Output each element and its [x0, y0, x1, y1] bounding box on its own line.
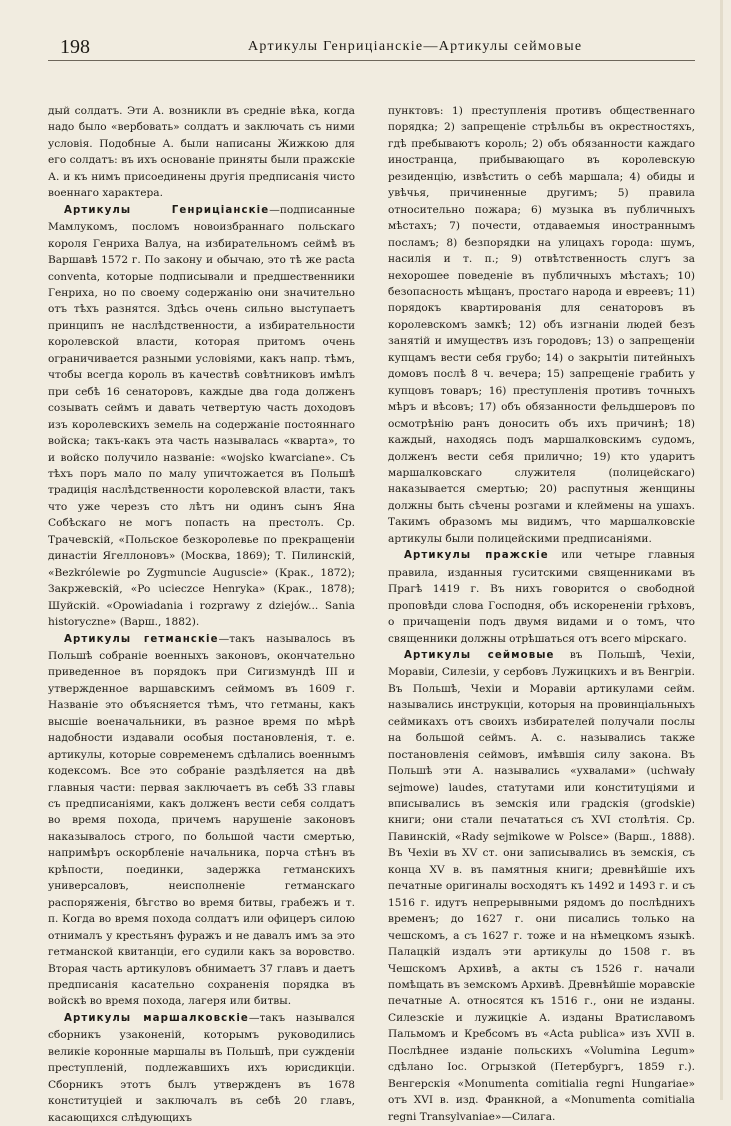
entry-heading: Артикулы гетманскіе [64, 633, 219, 645]
entry-prazhskie [388, 547, 695, 647]
page-number: 198 [60, 36, 90, 58]
entry-text: —подписанные Мамлукомъ, посломъ новоизбраннаго польскаго короля Генриха Валуа, на избирательномъ сеймѣ въ Варшавѣ 1572 г. По закону и обычаю, это тѣ же pacta conventa, которые подписывали и предшественники Генриха, но по своему содержанію они значительно отъ тѣхъ разнятся. Здѣсь очень сильно выступаетъ принципъ не наслѣдственности, а избирательности королевской власти, которая притомъ очень ограничивается разными условіями, какъ напр. тѣмъ, чтобы всегда король въ качествѣ совѣтниковъ имѣлъ при себѣ 16 сенаторовъ, каждые два года долженъ созывать сеймъ и давать четвертую часть доходовъ изъ королевскихъ земель на содержаніе постояннаго войска; такъ-какъ эта часть называлась «кварта», то и войско получило названіе: «wojsko kwarciane». Съ тѣхъ поръ мало по малу упичтожается въ Польшѣ традиція наслѣдственности королевской власти, такъ что уже черезъ сто лѣтъ ни одинъ сынъ Яна Собѣскаго не могъ попасть на престолъ. Ср. Трачевскій, «Польское безкоролевье по прекращеніи династіи Ягеллоновъ» (Москва, 1869); Т. Пилинскій, «Bezkrólewie po Zygmuncie Auguscie» (Крак., 1872); Закржевскій, «Po ucieczce Henryka» (Крак., 1878); Шуйскій. «Opowiadania i rozprawy z dziejów... Sania historyczne» (Варш., 1882). [48, 203, 355, 629]
entry-seimovye [388, 647, 695, 1125]
entry-text: или четыре главныя правила, изданныя гуситскими священниками въ Прагѣ 1419 г. Въ нихъ говорится о свободной проповѣди слова Господня, объ искорененіи грѣховъ, о причащеніи подъ двумя видами и о томъ, что священники должны отрѣшаться отъ всего мірскаго. [388, 549, 695, 645]
entry-getmanskie [48, 631, 355, 1010]
entry-text: —такъ назывался сборникъ узаконеній, которымъ руководились великіе коронные маршалы въ Польшѣ, при сужденіи преступленій, подлежавшихъ ихъ юрисдикціи. Сборникъ этотъ былъ утвержденъ въ 1678 конституціей и заключалъ въ себѣ 20 главъ, касающихся слѣдующихъ [48, 1011, 355, 1124]
text-columns [48, 103, 695, 1126]
entry-genricianskie [48, 202, 355, 631]
paragraph: пунктовъ: 1) преступленія противъ общественнаго порядка; 2) запрещеніе стрѣльбы въ окрестностяхъ, гдѣ пребываютъ король; 2) объ обязанности каждаго иностранца, прибывающаго въ королевскую резиденцію, извѣстить о себѣ маршала; 4) обиды и увѣчья, причиненные другимъ; 5) правила относительно пожара; 6) музыка въ публичныхъ мѣстахъ; 7) почести, отдаваемыя иностраннымъ посламъ; 8) безпорядки на улицахъ города: шумъ, насилія и т. п.; 9) отвѣтственность слугъ за нехорошее поведеніе въ публичныхъ мѣстахъ; 10) безопасность мѣщанъ, простаго народа и евреевъ; 11) порядокъ квартированія для сенаторовъ въ королевскомъ замкѣ; 12) объ изгнаніи людей безъ занятій и имуществъ изъ городовъ; 13) о запрещеніи купцамъ вести себя грубо; 14) о закрытіи питейныхъ домовъ послѣ 8 ч. вечера; 15) запрещеніе грабить у купцовъ товаръ; 16) преступленія противъ точныхъ мѣръ и вѣсовъ; 17) объ обязанности фельдшеровъ по осмотрѣнію ранъ доносить объ ихъ причинѣ; 18) каждый, находясь подъ маршалковскимъ судомъ, долженъ вести себя прилично; 19) кто ударитъ маршалковскаго служителя (полицейскаго) наказывается смертью; 20) распутныя женщины должны быть сѣчены розгами и клеймены на ушахъ. Такимъ образомъ мы видимъ, что маршалковскіе артикулы были полицейскими предписаніями. [388, 105, 695, 545]
page-header [48, 30, 695, 61]
running-title: Артикулы Генриціанскіе—Артикулы сеймовые [248, 39, 583, 54]
entry-heading: Артикулы сеймовые [404, 649, 555, 661]
entry-heading: Артикулы Генриціанскіе [64, 204, 270, 216]
entry-marshalkovskie [48, 1010, 355, 1126]
entry-heading: Артикулы маршалковскіе [64, 1012, 249, 1024]
entry-text: въ Польшѣ, Чехіи, Моравіи, Силезіи, у сербовъ Лужицкихъ и въ Венгріи. Въ Польшѣ, Чехіи и Моравіи артикулами сейм. назывались инструкціи, которыя на провинціальныхъ сеймикахъ отъ своихъ избирателей получали послы на большой сеймъ. А. с. назывались также постановленія сеймовъ, имѣвшія силу закона. Въ Польшѣ эти А. назывались «ухвалами» (uchwały sejmowe) laudes, статутами или конституціями и вписывались въ земскія или градскія (grodskie) книги; они стали печататься съ XVI столѣтія. Ср. Павинскій, «Rady sejmikowe w Polsce» (Варш., 1888). Въ Чехіи въ XV ст. они записывались въ земскія, съ конца XV в. въ памятныя книги; древнѣйшіе ихъ печатные оригиналы восходятъ къ 1492 и 1493 г. и съ 1516 г. идутъ непрерывными рядомъ до послѣднихъ временъ; до 1627 г. они писались только на чешскомъ, а съ 1627 г. тоже и на нѣмецкомъ языкѣ. Палацкій издалъ эти артикулы до 1508 г. въ Чешскомъ Архивѣ, а акты съ 1526 г. начали помѣщать въ земскомъ Архивѣ. Древнѣйшіе моравскіе печатные А. относятся къ 1516 г., они не изданы. Силезскіе и лужицкіе А. изданы Вратиславомъ Пальмомъ и Кребсомъ въ «Acta publica» изъ XVII в. Послѣднее изданіе польскихъ «Volumina Legum» сдѣлано Іос. Огрызкой (Петербургъ, 1859 г.). Венгерскія «Monumenta comitialia regni Hungariae» отъ XVI в. изд. Франкной, а «Monumenta comitialia regni Transylvaniae»—Силага. [388, 648, 695, 1123]
paragraph: дый солдатъ. Эти А. возникли въ средніе вѣка, когда надо было «вербовать» солдатъ и заключать съ ними условія. Подобные А. были написаны Жижкою для его солдатъ: въ ихъ основаніе приняты были пражскіе А. и къ нимъ присоединены другія предписанія чисто военнаго характера. [48, 105, 355, 200]
page-edge-shadow [720, 0, 723, 1100]
left-column [48, 103, 355, 1126]
right-column [388, 103, 695, 1126]
entry-text: —такъ называлось въ Польшѣ собраніе военныхъ законовъ, окончательно приведенное въ порядокъ при Сигизмундѣ III и утвержденное варшавскимъ сеймомъ въ 1609 г. Названіе это объясняется тѣмъ, что гетманы, какъ высшіе военачальники, въ разное время по мѣрѣ надобности издавали особыя постановленія, т. е. артикулы, которые современемъ сдѣлались военнымъ кодексомъ. Все это собраніе раздѣляется на двѣ главныя части: первая заключаетъ въ себѣ 33 главы съ предписаніями, какъ долженъ вести себя солдатъ во время похода, причемъ нарушеніе законовъ наказывалось строго, по большой части смертью, напримѣръ оскорбленіе начальника, порча стѣнъ въ крѣпости, поединки, задержка гетманскихъ универсаловъ, неисполненіе гетманскаго распоряженія, бѣгство во время битвы, грабежъ и т. п. Когда во время похода солдатъ или офицеръ силою отнималъ у крестьянъ фуражъ и не давалъ имъ за это гетманской квитанціи, его судили какъ за воровство. Вторая часть артикуловъ обнимаетъ 37 главъ и даетъ предписанія касательно сохраненія порядка въ войскѣ во время похода, лагеря или битвы. [48, 632, 355, 1008]
entry-heading: Артикулы пражскіе [404, 550, 549, 562]
